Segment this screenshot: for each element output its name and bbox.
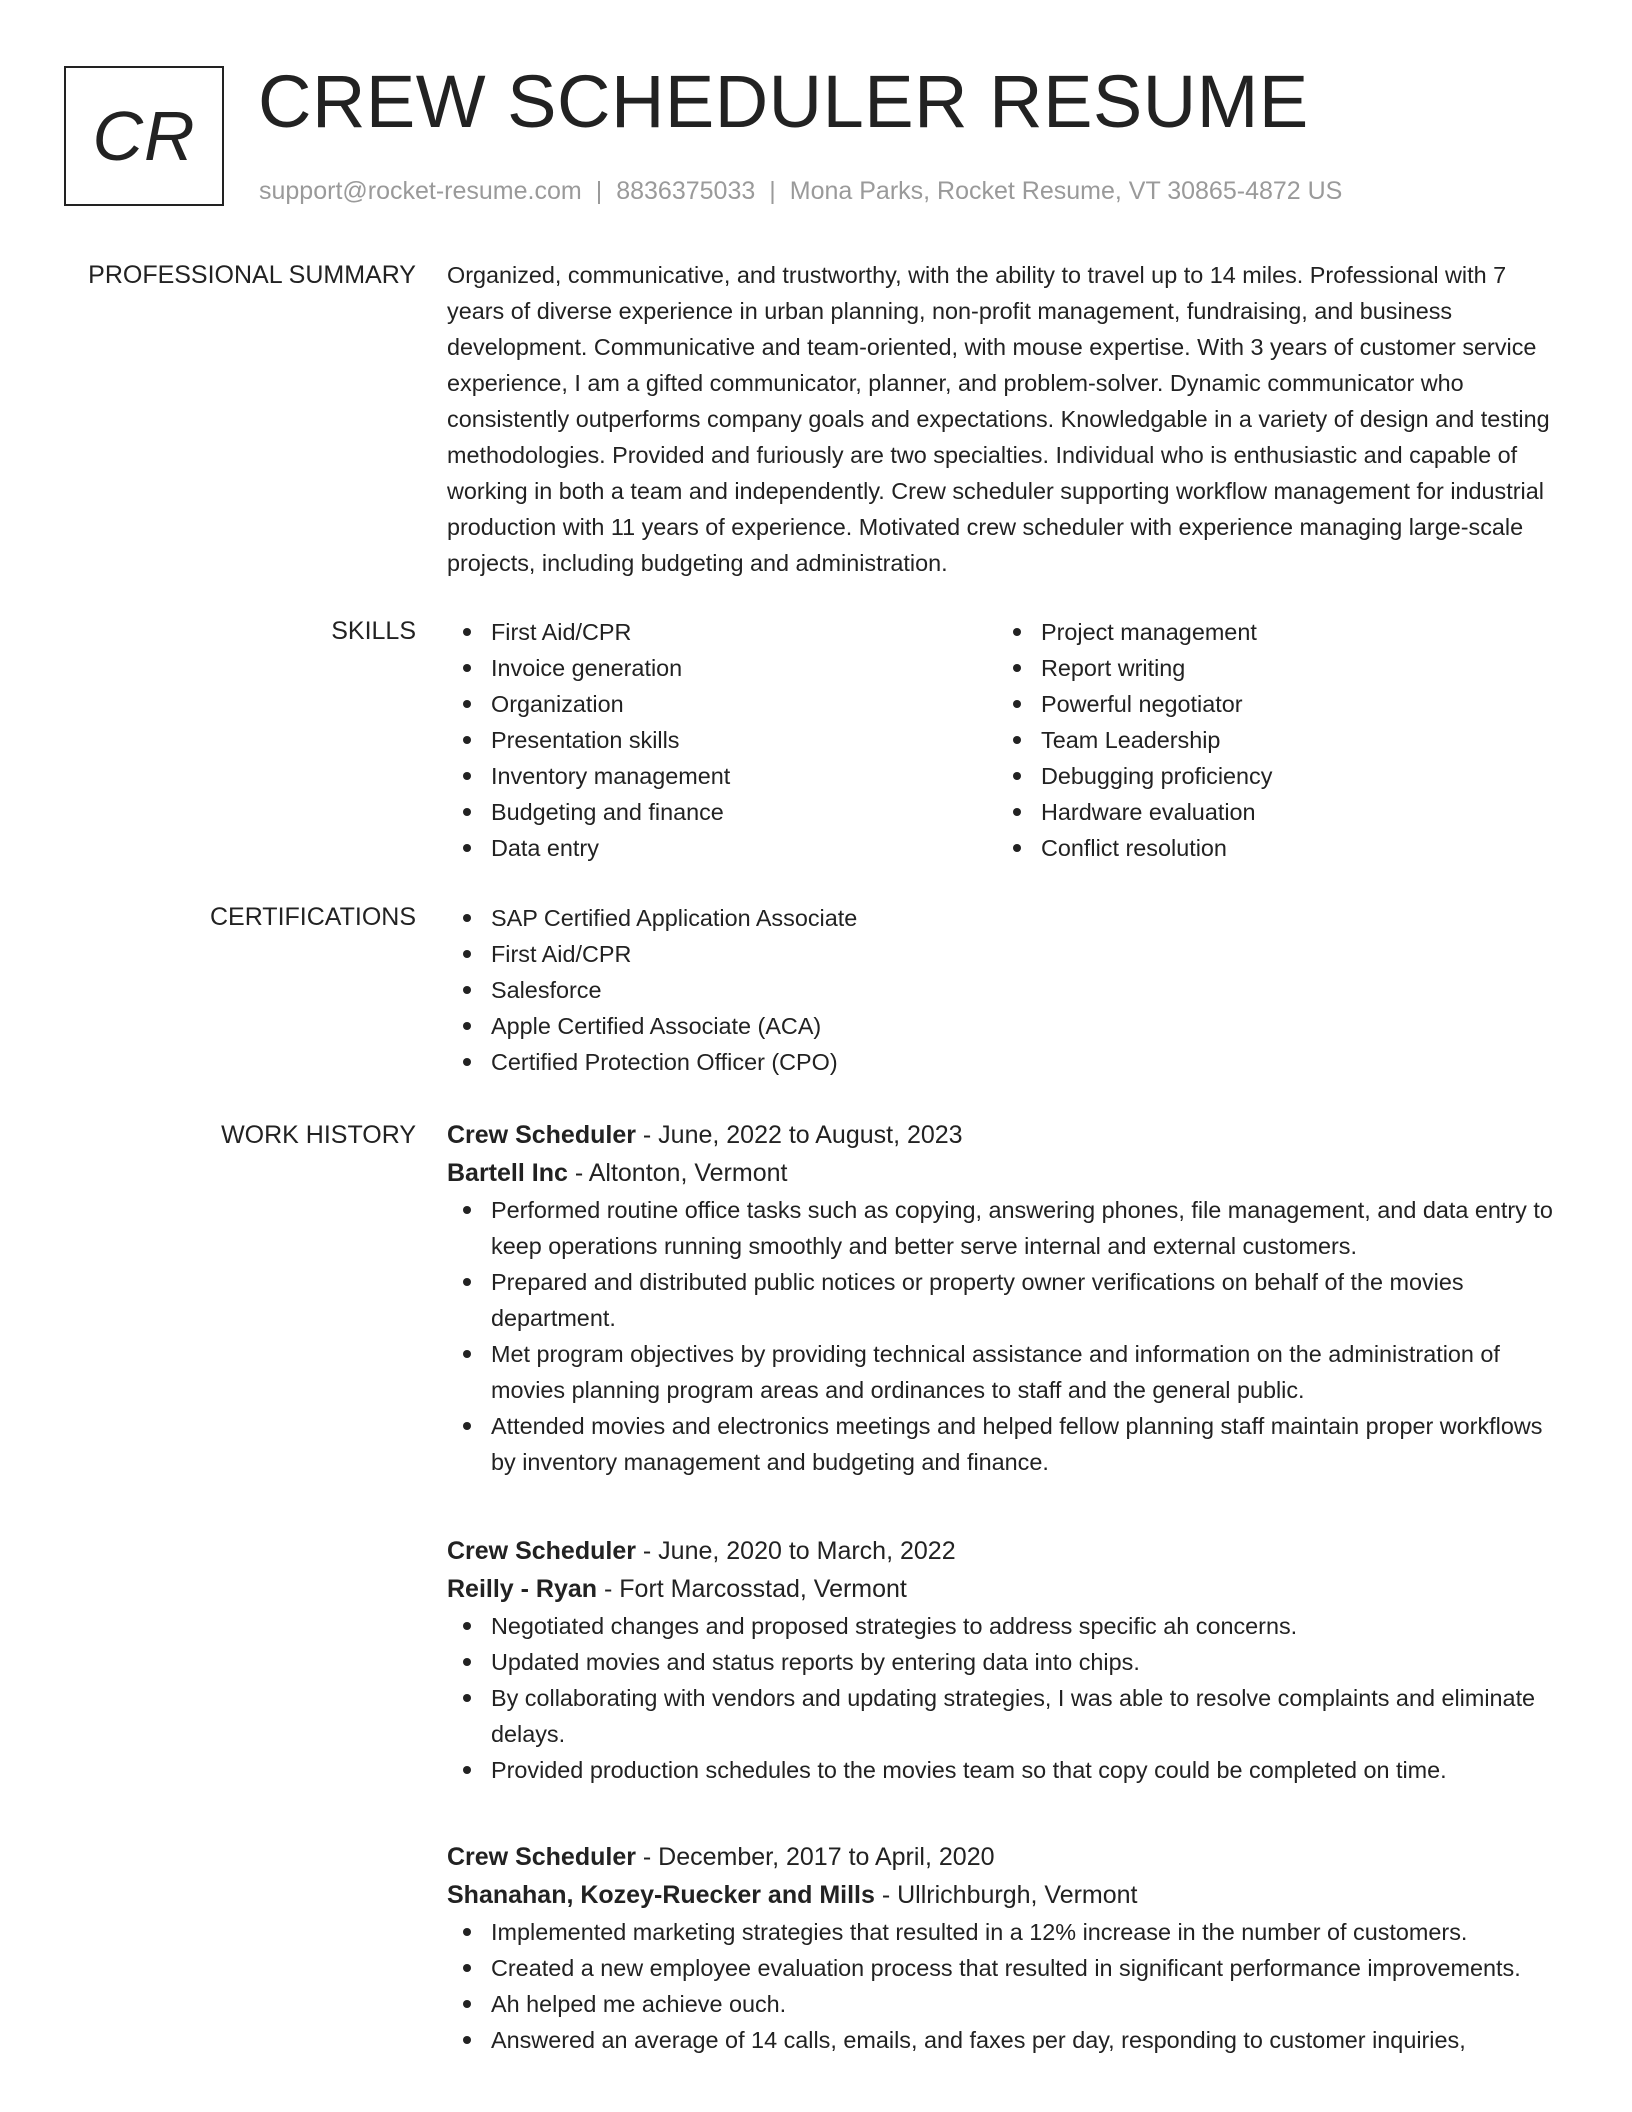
skill-item: Organization — [447, 686, 997, 722]
skill-item: Budgeting and finance — [447, 794, 997, 830]
job-title: Crew Scheduler — [447, 1537, 636, 1565]
certifications-section — [447, 900, 1567, 1080]
job-company: Shanahan, Kozey-Ruecker and Mills — [447, 1881, 875, 1909]
job-duty: Prepared and distributed public notices or property owner verifications on behalf of the movies department. — [447, 1264, 1567, 1336]
job-duty: Ah helped me achieve ouch. — [447, 1986, 1567, 2022]
job-company: Bartell Inc — [447, 1159, 568, 1187]
summary-text: Organized, communicative, and trustworthy, with the ability to travel up to 14 miles. Professional with 7 years of diverse experience in urban planning, non-profit management, fundraising, and business development. Communicative and team-oriented, with mouse expertise. With 3 years of customer service experience, I am a gifted communicator, planner, and problem-solver. Dynamic communicator who consistently outperforms company goals and expectations. Knowledgable in a variety of design and testing methodologies. Provided and furiously are two specialties. Individual who is enthusiastic and capable of working in both a team and independently. Crew scheduler supporting workflow management for industrial production with 11 years of experience. Motivated crew scheduler with experience managing large-scale projects, including budgeting and administration. — [447, 262, 1550, 576]
skills-section — [447, 614, 1567, 866]
job-company-line — [447, 1570, 1567, 1608]
contact-separator: | — [595, 177, 603, 205]
job-dates: - June, 2022 to August, 2023 — [635, 1121, 963, 1149]
job-entry — [447, 1116, 1567, 1480]
summary-section — [447, 257, 1567, 581]
job-location: - Altonton, Vermont — [567, 1159, 788, 1187]
skill-item: First Aid/CPR — [447, 614, 997, 650]
work-history-heading: WORK HISTORY — [221, 1121, 416, 1149]
contact-separator: | — [769, 177, 776, 205]
skill-item: Hardware evaluation — [997, 794, 1547, 830]
job-title-line — [447, 1838, 1567, 1876]
job-duty: Implemented marketing strategies that resulted in a 12% increase in the number of customers. — [447, 1914, 1567, 1950]
certification-item: Salesforce — [447, 972, 1567, 1008]
job-title: Crew Scheduler — [447, 1121, 636, 1149]
skill-item: Conflict resolution — [997, 830, 1547, 866]
contact-phone: 8836375033 — [616, 177, 756, 205]
job-duty: Created a new employee evaluation process that resulted in significant performance improvements. — [447, 1950, 1567, 1986]
skill-item: Data entry — [447, 830, 997, 866]
job-entry — [447, 1838, 1567, 2058]
skills-heading: SKILLS — [331, 617, 416, 645]
contact-email: support@rocket-resume.com — [259, 177, 582, 205]
job-duty: Negotiated changes and proposed strategies to address specific ah concerns. — [447, 1608, 1567, 1644]
job-duty: Met program objectives by providing technical assistance and information on the administration of movies planning program areas and ordinances to staff and the general public. — [447, 1336, 1567, 1408]
job-company-line — [447, 1876, 1567, 1914]
job-title-line — [447, 1116, 1567, 1154]
job-duty: Attended movies and electronics meetings and helped fellow planning staff maintain proper workflows by inventory management and budgeting and finance. — [447, 1408, 1567, 1480]
skill-item: Report writing — [997, 650, 1547, 686]
work-history-section — [447, 1116, 1567, 2112]
certifications-list — [447, 900, 1567, 1080]
job-dates: - December, 2017 to April, 2020 — [635, 1843, 995, 1871]
job-duties-list — [447, 1914, 1567, 2058]
certification-item: SAP Certified Application Associate — [447, 900, 1567, 936]
job-duty: Performed routine office tasks such as copying, answering phones, file management, and data entry to keep operations running smoothly and better serve internal and external customers. — [447, 1192, 1567, 1264]
certification-item: First Aid/CPR — [447, 936, 1567, 972]
job-company-line — [447, 1154, 1567, 1192]
summary-heading: PROFESSIONAL SUMMARY — [88, 261, 416, 289]
certification-item: Apple Certified Associate (ACA) — [447, 1008, 1567, 1044]
job-duty: Answered an average of 14 calls, emails, and faxes per day, responding to customer inquiries, — [447, 2022, 1567, 2058]
contact-line — [259, 174, 1342, 208]
skill-item: Team Leadership — [997, 722, 1547, 758]
skill-item: Powerful negotiator — [997, 686, 1547, 722]
job-company: Reilly - Ryan — [447, 1575, 598, 1603]
job-duty: By collaborating with vendors and updating strategies, I was able to resolve complaints and eliminate delays. — [447, 1680, 1567, 1752]
monogram-initials: CR — [92, 97, 196, 175]
job-title-line — [447, 1532, 1567, 1570]
job-location: - Ullrichburgh, Vermont — [874, 1881, 1138, 1909]
certifications-heading: CERTIFICATIONS — [209, 903, 416, 931]
skill-item: Presentation skills — [447, 722, 997, 758]
job-duty: Provided production schedules to the movies team so that copy could be completed on time. — [447, 1752, 1567, 1788]
skills-list-left — [447, 614, 997, 866]
job-duties-list — [447, 1192, 1567, 1480]
job-title: Crew Scheduler — [447, 1843, 636, 1871]
job-dates: - June, 2020 to March, 2022 — [635, 1537, 956, 1565]
skill-item: Inventory management — [447, 758, 997, 794]
job-location: - Fort Marcosstad, Vermont — [597, 1575, 907, 1603]
skill-item: Debugging proficiency — [997, 758, 1547, 794]
monogram-box — [64, 66, 224, 206]
certification-item: Certified Protection Officer (CPO) — [447, 1044, 1567, 1080]
job-duty: Updated movies and status reports by entering data into chips. — [447, 1644, 1567, 1680]
resume-title: CREW SCHEDULER RESUME — [258, 60, 1309, 143]
skills-list-right — [997, 614, 1547, 866]
job-entry — [447, 1532, 1567, 1788]
skill-item: Invoice generation — [447, 650, 997, 686]
job-duties-list — [447, 1608, 1567, 1788]
skill-item: Project management — [997, 614, 1547, 650]
contact-address: Mona Parks, Rocket Resume, VT 30865-4872 US — [789, 177, 1343, 205]
